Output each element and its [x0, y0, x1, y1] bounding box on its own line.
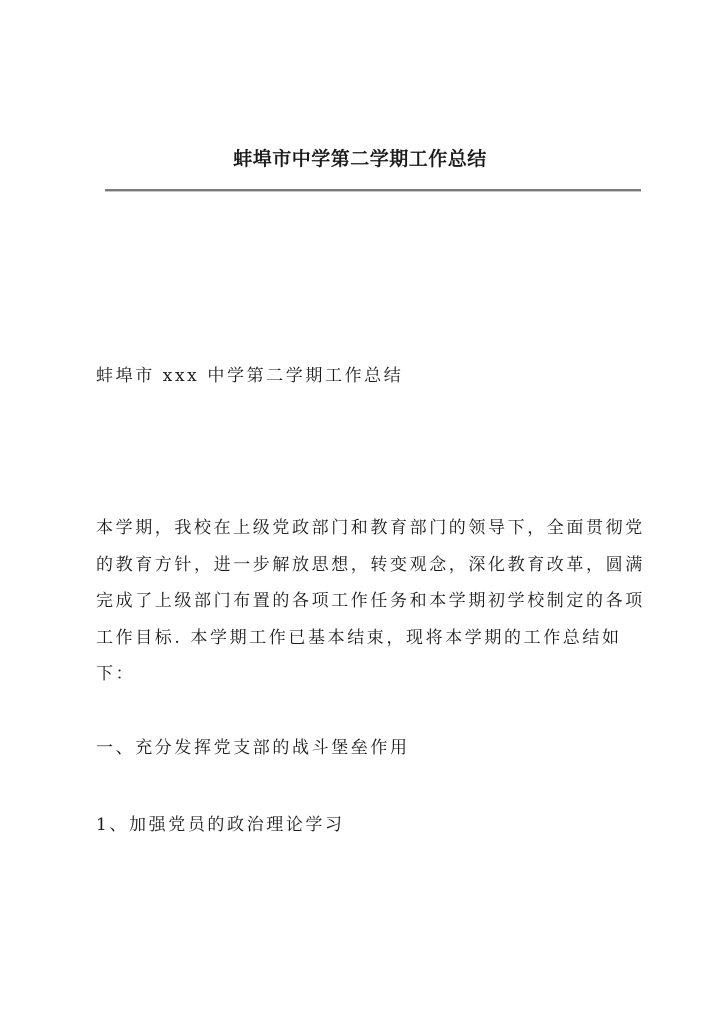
subsection-heading: 1、加强党员的政治理论学习 — [96, 815, 345, 835]
section-heading: 一、充分发挥党支部的战斗堡垒作用 — [96, 738, 410, 758]
document-title: 蚌埠市中学第二学期工作总结 — [233, 148, 487, 170]
intro-paragraph: 本学期，我校在上级党政部门和教育部门的领导下，全面贯彻党的教育方针，进一步解放思想，转变观念，深化教育改革，圆满完成了上级部门布置的各项工作任务和本学期初学校制定的各项工作目标. 本学期工作已基本结束，现将本学期的工作总结如下： — [96, 518, 645, 684]
title-underline-divider — [105, 189, 641, 191]
document-subtitle: 蚌埠市 xxx 中学第二学期工作总结 — [96, 366, 404, 386]
